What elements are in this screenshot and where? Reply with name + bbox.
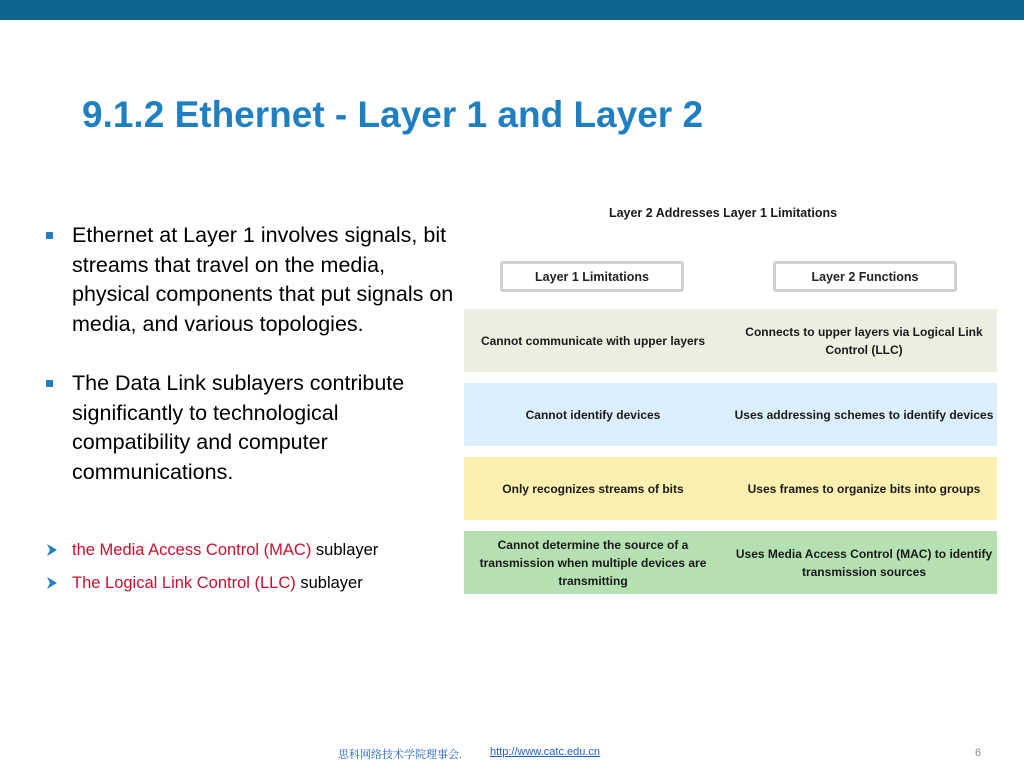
bullet-list <box>44 221 454 487</box>
bullet-item <box>44 221 454 339</box>
footer-link[interactable]: http://www.catc.edu.cn <box>490 746 601 758</box>
top-banner <box>0 0 1024 20</box>
square-bullet-icon <box>46 232 53 239</box>
sub-bullet-rest: sublayer <box>295 574 363 592</box>
comparison-row <box>464 309 997 372</box>
page-number: 6 <box>975 747 982 759</box>
sub-bullet-item <box>44 573 378 594</box>
bullet-item <box>44 369 454 487</box>
layer2-function: Uses frames to organize bits into groups <box>747 481 981 496</box>
footer-org: 思科网络技术学院理事会. <box>338 749 463 761</box>
bullet-text: Ethernet at Layer 1 involves signals, bit streams that travel on the media, physical components that put signals on media, and various topologies. <box>72 223 454 336</box>
square-bullet-icon <box>46 380 53 387</box>
sub-bullet-highlight: the Media Access Control (MAC) <box>72 541 312 559</box>
layer2-function: Uses Media Access Control (MAC) to identify transmission sources <box>735 546 993 579</box>
layer2-function: Uses addressing schemes to identify devices <box>734 407 994 422</box>
comparison-row <box>464 457 997 520</box>
arrow-bullet-icon <box>45 543 59 557</box>
figure-title: Layer 2 Addresses Layer 1 Limitations <box>608 206 838 220</box>
sub-bullet-highlight: The Logical Link Control (LLC) <box>72 574 296 592</box>
slide-title: 9.1.2 Ethernet - Layer 1 and Layer 2 <box>82 94 704 135</box>
layer1-header: Layer 1 Limitations <box>500 261 684 292</box>
layer2-header: Layer 2 Functions <box>773 261 957 292</box>
comparison-row <box>464 531 997 594</box>
layer1-limitation: Only recognizes streams of bits <box>502 481 684 496</box>
arrow-bullet-icon <box>45 576 59 590</box>
sub-bullet-rest: sublayer <box>311 541 379 559</box>
layer1-limitation: Cannot communicate with upper layers <box>480 333 706 348</box>
layer2-function: Connects to upper layers via Logical Link Control (LLC) <box>745 324 983 357</box>
sub-bullet-list <box>44 540 378 594</box>
layer1-limitation: Cannot identify devices <box>525 407 661 422</box>
layer1-limitation: Cannot determine the source of a transmission when multiple devices are transmitting <box>479 537 707 588</box>
sub-bullet-item <box>44 540 378 561</box>
comparison-row <box>464 383 997 446</box>
bullet-text: The Data Link sublayers contribute significantly to technological compatibility and computer communications. <box>72 371 405 484</box>
